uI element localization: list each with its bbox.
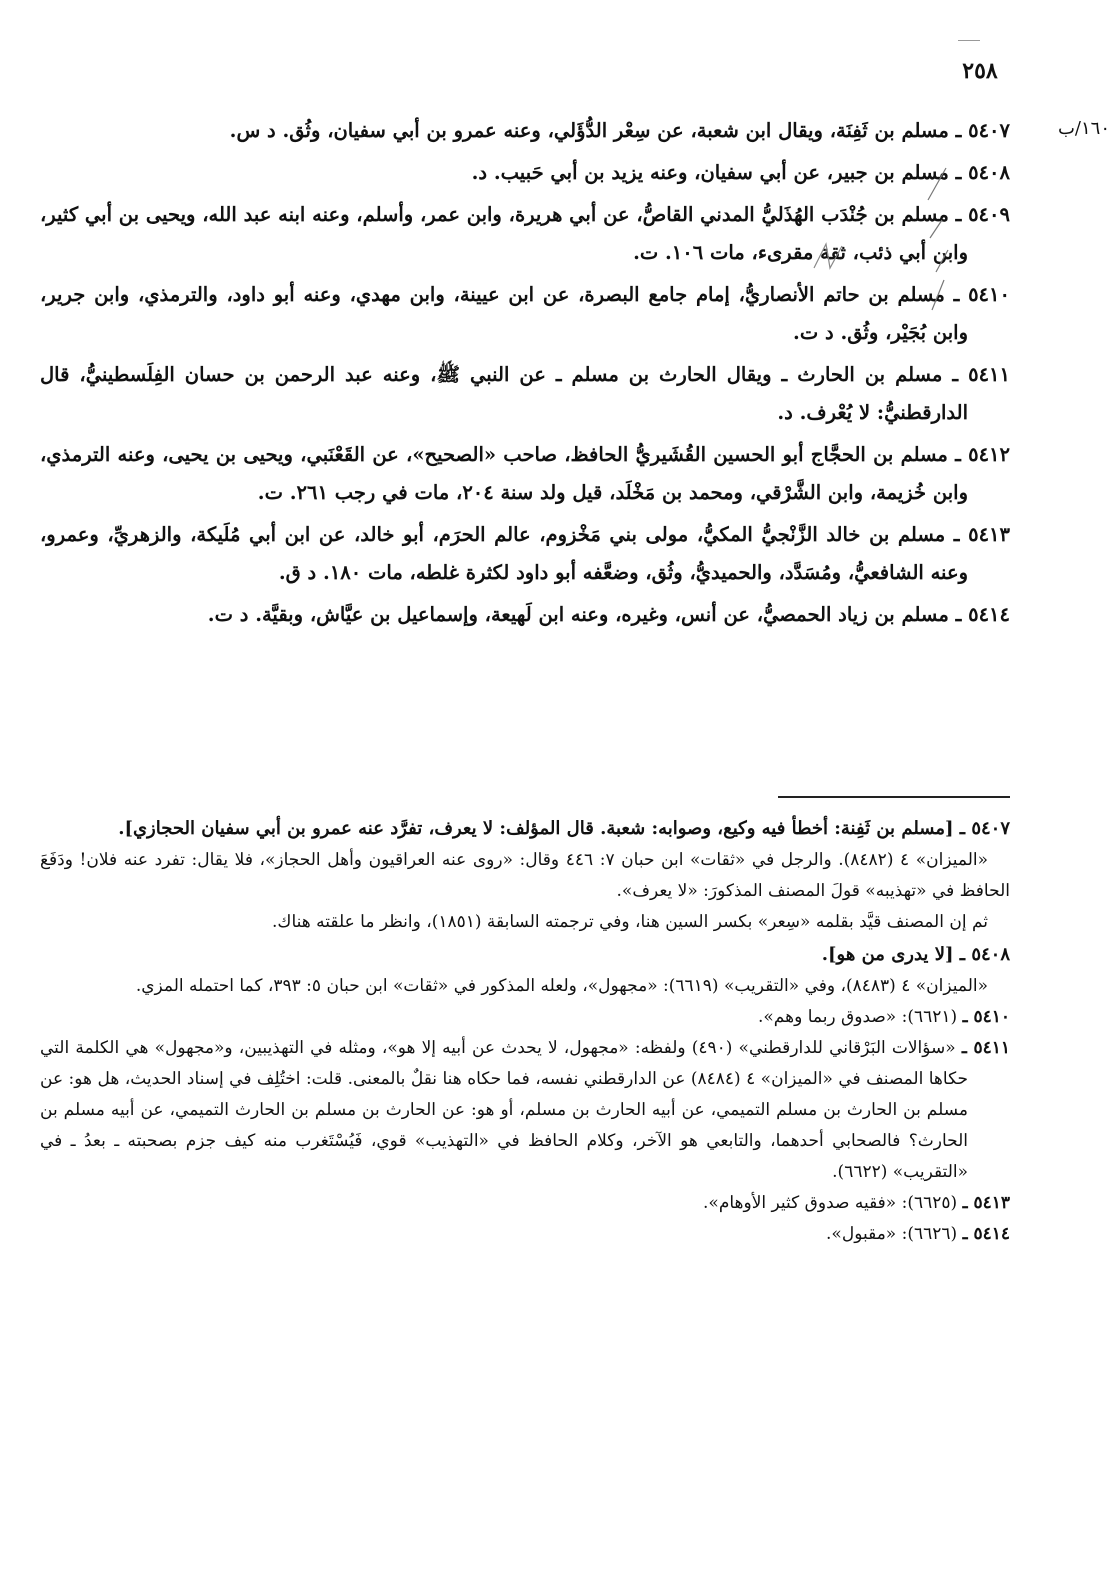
note-5407-paragraph: «الميزان» ٤ (٨٤٨٢). والرجل في «ثقات» ابن حبان ٧: ٤٤٦ وقال: «روى عنه العراقيون وأهل الحجاز»، فلا يقال: تفرد عنه فلان! ودَفَعَ الحافظ في «تهذيبه» قولَ المصنف المذكورَ: «لا يعرف». [40, 850, 1010, 901]
note-number: ٥٤١١ ـ [961, 1038, 1010, 1058]
entry-text: مسلم بن حاتم الأنصاريُّ، إمام جامع البصرة، عن ابن عيينة، وابن مهدي، وعنه أبو داود، والترمذي، وابن جرير، وابن بُجَيْر، وثُق. د ت. [40, 283, 968, 344]
entry-text: مسلم بن ثَفِنَة، ويقال ابن شعبة، عن سِعْر الدُّؤَلي، وعنه عمرو بن أبي سفيان، وثُق. د س. [229, 119, 949, 142]
main-entries [40, 112, 1010, 638]
entry-5407 [40, 112, 1010, 150]
entry-5408 [40, 154, 1010, 192]
note-number: ٥٤٠٨ ـ [959, 944, 1010, 965]
note-5414 [40, 1219, 1010, 1250]
entry-5412 [40, 436, 1010, 512]
note-5408-heading [40, 938, 1010, 971]
entry-text: مسلم بن جبير، عن أبي سفيان، وعنه يزيد بن أبي حَبيب. د. [471, 161, 949, 184]
note-heading-text: [لا يدرى من هو]. [821, 944, 954, 965]
entry-5413 [40, 516, 1010, 592]
entry-text: مسلم بن الحارث ـ ويقال الحارث بن مسلم ـ عن النبي ﷺ، وعنه عبد الرحمن بن حسان الفِلَسطينيُّ، قال الدارقطنيُّ: لا يُعْرف. د. [40, 363, 968, 424]
footnotes [40, 812, 1010, 1250]
entry-5409 [40, 196, 1010, 272]
note-text: (٦٦٢٦): «مقبول». [826, 1224, 958, 1244]
note-5407-paragraph: ثم إن المصنف قيَّد بقلمه «سِعر» بكسر السين هنا، وفي ترجمته السابقة (١٨٥١)، وانظر ما علقته هناك. [272, 912, 988, 932]
entry-number: ٥٤١١ ـ [952, 363, 1010, 386]
footnote-separator [778, 796, 1010, 798]
note-5413 [40, 1188, 1010, 1219]
entry-5411 [40, 356, 1010, 432]
note-number: ٥٤٠٧ ـ [959, 818, 1010, 839]
note-5407-heading [40, 812, 1010, 845]
note-heading-text: [مسلم بن ثَفِنة: أخطأ فيه وكيع، وصوابه: شعبة. قال المؤلف: لا يعرف، تفرَّد عنه عمرو بن أبي سفيان الحجازي]. [118, 818, 954, 839]
entry-text: مسلم بن خالد الزَّنْجيُّ المكيُّ، مولى بني مَخْزوم، عالم الحرَم، أبو خالد، عن ابن أبي مُلَيكة، والزهريِّ، وعمرو، وعنه الشافعيُّ، ومُسَدَّد، والحميديُّ، وثُق، وضعَّفه أبو داود لكثرة غلطه، مات ١٨٠. د ق. [40, 523, 968, 584]
note-5408-paragraph: «الميزان» ٤ (٨٤٨٣)، وفي «التقريب» (٦٦١٩): «مجهول»، ولعله المذكور في «ثقات» ابن حبان ٥: ٣٩٣، كما احتمله المزي. [135, 976, 988, 996]
page-number: ٢٥٨ [962, 58, 998, 84]
entry-5414 [40, 596, 1010, 634]
margin-reference: ١٦٠/ب [1057, 118, 1110, 139]
note-number: ٥٤١٠ ـ [962, 1007, 1010, 1027]
entry-number: ٥٤٠٨ ـ [955, 161, 1010, 184]
entry-number: ٥٤١٠ ـ [953, 283, 1010, 306]
entry-number: ٥٤٠٧ ـ [955, 119, 1010, 142]
note-5411 [40, 1033, 1010, 1188]
note-5410 [40, 1002, 1010, 1033]
note-text: (٦٦٢٥): «فقيه صدوق كثير الأوهام». [703, 1193, 958, 1213]
note-text: (٦٦٢١): «صدوق ربما وهم». [758, 1007, 958, 1027]
entry-5410 [40, 276, 1010, 352]
note-number: ٥٤١٤ ـ [962, 1224, 1010, 1244]
entry-text: مسلم بن جُنْدَب الهُذَليُّ المدني القاصُّ، عن أبي هريرة، وابن عمر، وأسلم، وعنه ابنه عبد الله، ويحيى بن أبي كثير، وابن أبي ذئب، ثقة مقرىء، مات ١٠٦. ت. [40, 203, 968, 264]
top-dash [958, 40, 980, 41]
entry-number: ٥٤١٤ ـ [955, 603, 1010, 626]
note-number: ٥٤١٣ ـ [962, 1193, 1010, 1213]
entry-number: ٥٤٠٩ ـ [955, 203, 1010, 226]
note-text: «سؤالات البَرْقاني للدارقطني» (٤٩٠) ولفظه: «مجهول، لا يحدث عن أبيه إلا هو»، ومثله في التهذيبين، و«مجهول» هي الكلمة التي حكاها المصنف في «الميزان» ٤ (٨٤٨٤) عن الدارقطني نفسه، فما حكاه هنا نقلٌ بالمعنى. قلت: اختُلِف في إسناد الحديث، هل هو: عن مسلم بن الحارث بن مسلم التميمي، عن أبيه الحارث بن مسلم، أو هو: عن الحارث بن مسلم بن الحارث التميمي، عن أبيه مسلم بن الحارث؟ فالصحابي أحدهما، والتابعي هو الآخر، وكلام الحافظ في «التهذيب» قوي، فَيُسْتَغرب منه كيف جزم بصحبته ـ بعدُ ـ في «التقريب» (٦٦٢٢). [40, 1038, 968, 1182]
entry-number: ٥٤١٢ ـ [955, 443, 1010, 466]
entry-text: مسلم بن زياد الحمصيُّ، عن أنس، وغيره، وعنه ابن لَهيعة، وإسماعيل بن عيَّاش، وبقيَّة. د ت. [207, 603, 949, 626]
entry-number: ٥٤١٣ ـ [953, 523, 1010, 546]
entry-text: مسلم بن الحجَّاج أبو الحسين القُشَيريُّ الحافظ، صاحب «الصحيح»، عن القَعْنَبي، ويحيى بن يحيى، وعنه الترمذي، وابن خُزيمة، وابن الشَّرْقي، ومحمد بن مَخْلَد، قيل ولد سنة ٢٠٤، مات في رجب ٢٦١. ت. [40, 443, 968, 504]
